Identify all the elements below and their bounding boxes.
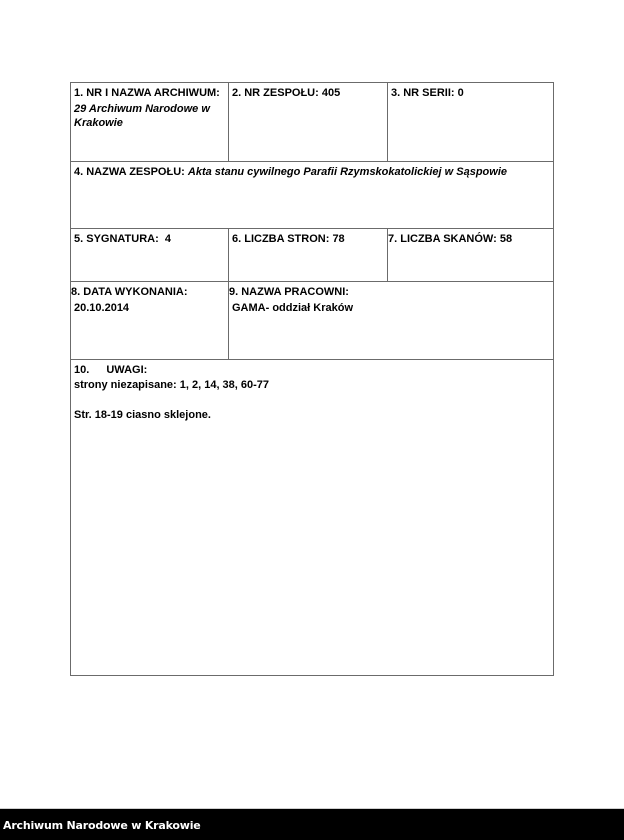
- col-divider: [228, 228, 229, 281]
- series-number-cell: [391, 86, 551, 100]
- date-cell: [71, 285, 226, 315]
- notes-label: UWAGI:: [106, 364, 148, 376]
- col-divider: [228, 83, 229, 161]
- notes-number: 10.: [74, 364, 90, 376]
- footer-bar: [0, 808, 624, 840]
- footer-text: Archiwum Narodowe w Krakowie: [3, 819, 201, 832]
- workshop-cell: [229, 285, 549, 315]
- fonds-name-value: Akta stanu cywilnego Parafii Rzymskokatolickiej w Sąspowie: [187, 166, 508, 178]
- series-number-label: 3. NR SERII:: [391, 87, 455, 99]
- row-divider: [71, 281, 553, 282]
- archive-label: 1. NR I NAZWA ARCHIWUM:: [74, 87, 220, 99]
- page-count-label: 6. LICZBA STRON:: [232, 233, 330, 245]
- row-divider: [71, 228, 553, 229]
- fonds-number-label: 2. NR ZESPOŁU:: [232, 87, 319, 99]
- scan-count-cell: [388, 232, 551, 246]
- row-divider: [71, 161, 553, 162]
- signature-value: 4: [164, 233, 171, 245]
- col-divider: [387, 83, 388, 161]
- workshop-label: 9. NAZWA PRACOWNI:: [229, 286, 349, 298]
- archive-value: 29 Archiwum Narodowe w Krakowie: [74, 103, 210, 129]
- page-count-cell: [232, 232, 384, 246]
- signature-label: 5. SYGNATURA:: [74, 233, 159, 245]
- notes-cell: [74, 363, 552, 422]
- scan-count-value: 58: [499, 233, 513, 245]
- metadata-form: [70, 82, 554, 676]
- fonds-name-label: 4. NAZWA ZESPOŁU:: [74, 166, 185, 178]
- row-divider: [71, 359, 553, 360]
- fonds-number-cell: [232, 86, 384, 100]
- archive-cell: [74, 86, 226, 130]
- notes-line: strony niezapisane: 1, 2, 14, 38, 60-77: [74, 379, 270, 391]
- fonds-name-cell: [74, 165, 552, 179]
- workshop-value: GAMA- oddział Kraków: [232, 302, 354, 314]
- date-value: 20.10.2014: [74, 302, 130, 314]
- series-number-value: 0: [457, 87, 464, 99]
- notes-line: Str. 18-19 ciasno sklejone.: [74, 409, 211, 421]
- signature-cell: [74, 232, 226, 246]
- scan-count-label: 7. LICZBA SKANÓW:: [388, 233, 497, 245]
- fonds-number-value: 405: [321, 87, 341, 99]
- date-label: 8. DATA WYKONANIA:: [71, 286, 188, 298]
- page-count-value: 78: [332, 233, 345, 245]
